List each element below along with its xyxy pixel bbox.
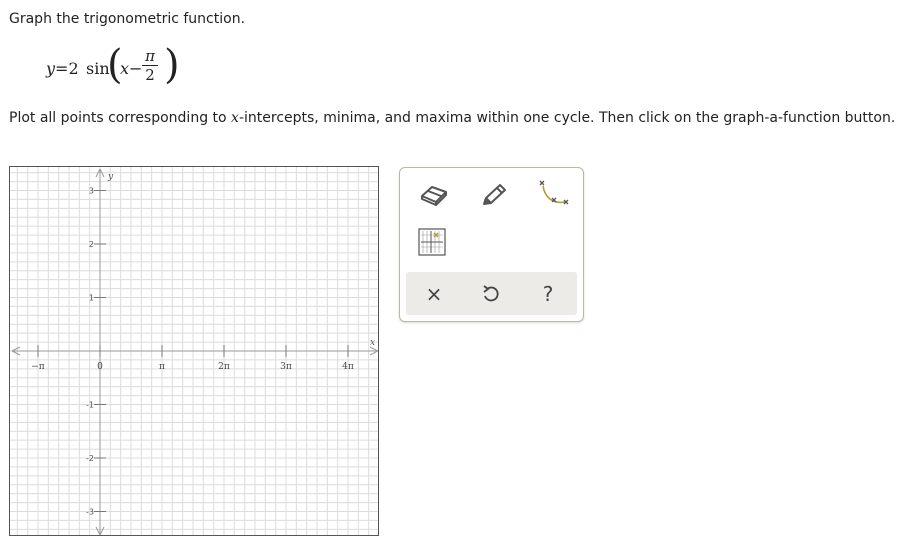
x-tick-label: 0 [97, 362, 103, 372]
x-tick-label: −π [31, 362, 45, 372]
y-tick-label: 2 [88, 240, 94, 249]
instruction-heading: Graph the trigonometric function. [9, 11, 246, 27]
graph-canvas[interactable] [9, 166, 379, 536]
equation-equals-two: =2 [55, 59, 79, 78]
curve-tool-button[interactable] [534, 176, 574, 210]
instruction-text-after: -intercepts, minima, and maxima within one cycle. Then click on the graph-a-function button. [238, 110, 896, 126]
graph-a-function-button[interactable] [412, 224, 452, 260]
y-tick-label: 1 [88, 293, 94, 303]
equation-paren-left: ( [107, 42, 123, 88]
equation-y: y [46, 59, 56, 78]
eraser-tool-button[interactable] [414, 178, 454, 212]
x-axis-label: x [370, 338, 376, 348]
instruction-text-before: Plot all points corresponding to [9, 110, 232, 126]
eraser-icon [419, 183, 449, 207]
instruction-body [9, 110, 895, 126]
y-axis-label: y [108, 172, 114, 182]
y-tick-label: -1 [86, 400, 94, 410]
fraction-denominator: 2 [145, 66, 155, 84]
x-tick-label: π [159, 362, 165, 372]
action-bar [406, 272, 577, 315]
equation-paren-right: ) [164, 42, 180, 88]
pencil-tool-button[interactable] [474, 178, 514, 212]
instruction-variable: x [231, 110, 239, 126]
y-tick-label: -3 [86, 507, 94, 517]
pencil-icon [480, 182, 508, 208]
y-tick-label: 3 [88, 186, 94, 196]
equation-minus: − [129, 59, 143, 78]
equation-sin: sin [86, 59, 110, 78]
close-icon: × [425, 282, 443, 306]
x-tick-label: 3π [280, 362, 292, 372]
equation-fraction [142, 48, 158, 83]
fraction-numerator: π [145, 47, 155, 65]
x-tick-label: 2π [218, 362, 230, 372]
x-tick-label: 4π [342, 362, 354, 372]
equation-x-minus [120, 59, 142, 78]
help-icon: ? [542, 282, 554, 306]
clear-button[interactable] [416, 277, 452, 311]
curve-icon [537, 178, 571, 208]
graph-function-icon [418, 228, 446, 256]
y-tick-label: -2 [86, 454, 94, 463]
undo-button[interactable] [473, 277, 509, 311]
equation-x: x [120, 59, 130, 78]
tool-panel [399, 167, 584, 322]
undo-icon [481, 284, 501, 304]
help-button[interactable] [530, 277, 566, 311]
graph-svg[interactable] [10, 167, 379, 536]
equation-lhs [46, 59, 79, 78]
